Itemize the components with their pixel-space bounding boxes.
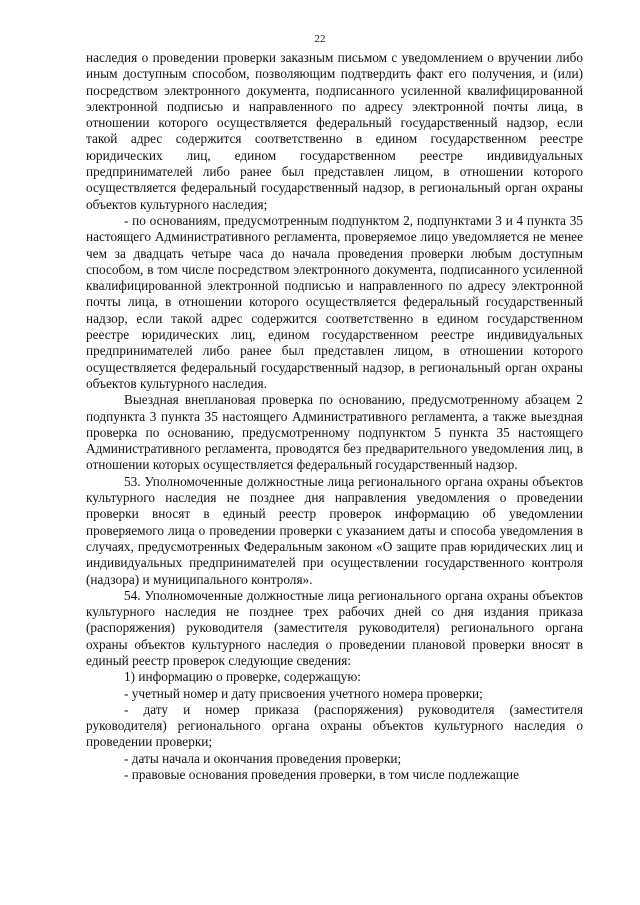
paragraph-clause-54: 54. Уполномоченные должностные лица регионального органа охраны объектов культурного наследия не позднее трех рабочих дней со дня издания приказа (распоряжения) руководителя (заместителя руководителя) регионального органа охраны объектов культурного наследия о проведении плановой проверки вносят в единый реестр проверок следующие сведения: xyxy=(86,587,583,668)
list-item-start-end-dates: - даты начала и окончания проведения проверки; xyxy=(124,750,402,766)
paragraph-clause-53: 53. Уполномоченные должностные лица регионального органа охраны объектов культурного наследия не позднее дня направления уведомления о проведении проверки вносят в единый реестр проверок информацию об уведомлении проверяемого лица о проведении проверки с указанием даты и способа уведомления в случаях, предусмотренных Федеральным законом «О защите прав юридических лиц и индивидуальных предпринимателей при осуществлении государственного контроля (надзора) и муниципального контроля». xyxy=(86,473,583,587)
page-number: 22 xyxy=(314,33,326,45)
paragraph-dash-24-hours-notice: - по основаниям, предусмотренным подпунктом 2, подпунктами 3 и 4 пункта 35 настоящего Административного регламента, проверяемое лицо уведомляется не менее чем за двадцать четыре часа до начала проведения проверки любым доступным способом, в том числе посредством электронного документа, подписанного усиленной квалифицированной электронной подписью и направленного по адресу электронной почты лица, в отношении которого осуществляется федеральный государственный надзор, если такой адрес содержится соответственно в едином государственном реестре юридических лиц, едином государственном реестре индивидуальных предпринимателей либо ранее был представлен лицом, в отношении которого осуществляется федеральный государственный надзор, в региональный орган охраны объектов культурного наследия. xyxy=(86,212,583,391)
paragraph-notification-continued: наследия о проведении проверки заказным письмом с уведомлением о вручении либо иным доступным способом, позволяющим подтвердить факт его получения, и (или) посредством электронного документа, подписанного усиленной квалифицированной электронной подписью и направленного по адресу электронной почты лица, в отношении которого осуществляется федеральный государственный надзор, если такой адрес содержится соответственно в едином государственном реестре юридических лиц, едином государственном реестре индивидуальных предпринимателей либо ранее был представлен лицом, в отношении которого осуществляется федеральный государственный надзор, в региональный орган охраны объектов культурного наследия; xyxy=(86,50,583,212)
list-item-legal-grounds: - правовые основания проведения проверки, в том числе подлежащие xyxy=(124,767,520,783)
list-item-order-date-number: - дату и номер приказа (распоряжения) руководителя (заместителя руководителя) регионального органа охраны объектов культурного наследия о проведении проверки; xyxy=(86,701,583,750)
list-item-registration-number: - учетный номер и дату присвоения учетного номера проверки; xyxy=(124,685,483,701)
document-body xyxy=(86,50,583,783)
paragraph-unscheduled-inspection: Выездная внеплановая проверка по основанию, предусмотренному абзацем 2 подпункта 3 пункта 35 настоящего Административного регламента, а также выездная проверка по основанию, предусмотренному подпунктом 5 пункта 35 настоящего Административного регламента, проводятся без предварительного уведомления лиц, в отношении которых осуществляется федеральный государственный надзор. xyxy=(86,392,583,473)
list-item-inspection-info: 1) информацию о проверке, содержащую: xyxy=(124,669,361,685)
